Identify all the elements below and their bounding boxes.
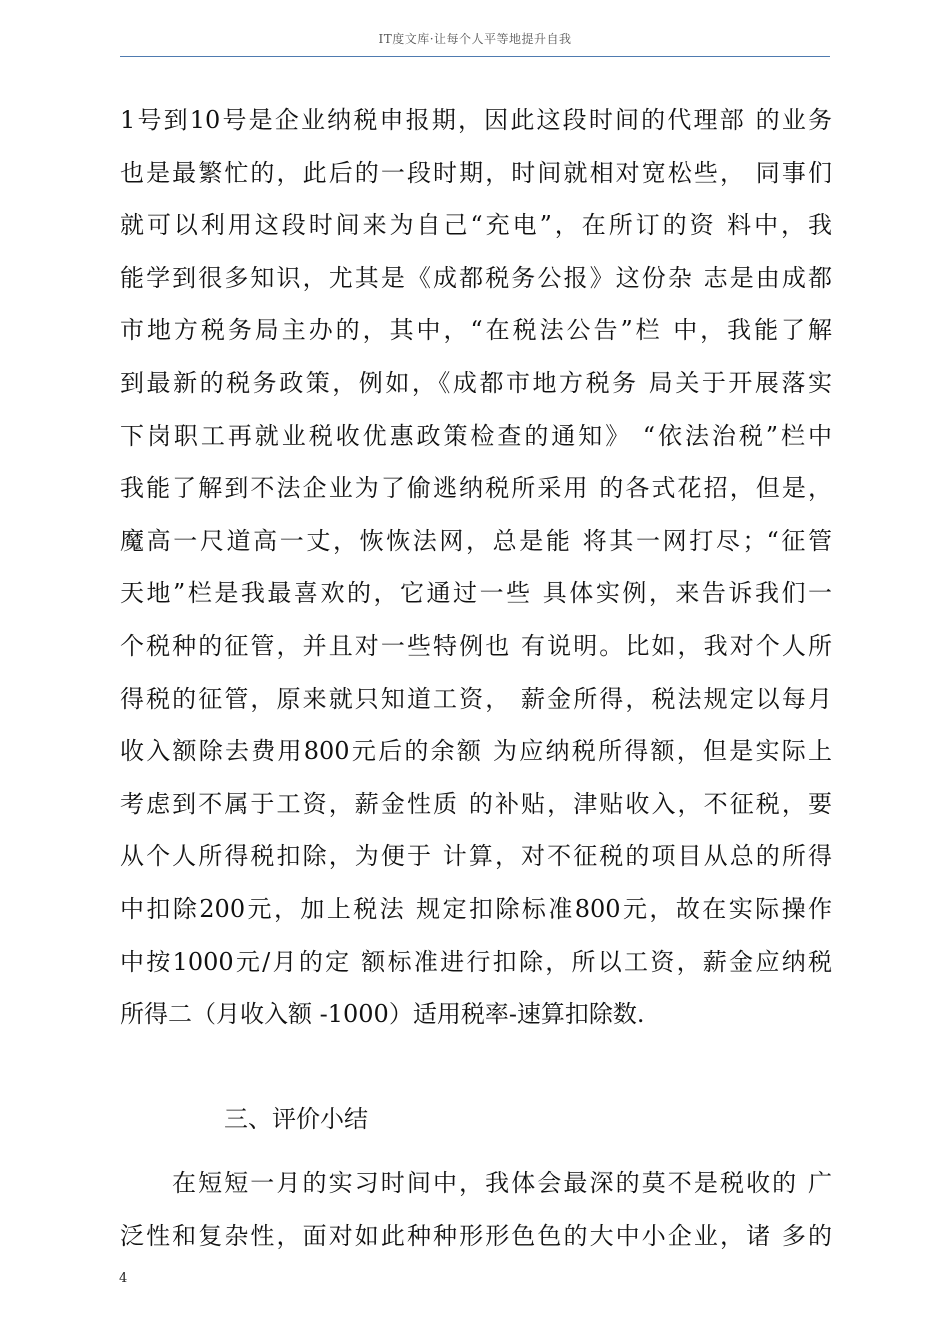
text-line: 得税的征管，原来就只知道工资， 薪金所得，税法规定以每月 xyxy=(120,684,832,713)
text-line: 魔高一尺道高一丈，恢恢法网，总是能 将其一网打尽；“征管 xyxy=(120,526,832,555)
text-line: 收入额除去费用800元后的余额 为应纳税所得额，但是实际上 xyxy=(120,737,832,766)
text-line: 到最新的税务政策，例如，《成都市地方税务 局关于开展落实 xyxy=(120,368,832,397)
text-line: 市地方税务局主办的，其中，“在税法公告”栏 中，我能了解 xyxy=(120,316,832,345)
paragraph-2 xyxy=(120,1157,832,1262)
text-line: 天地”栏是我最喜欢的，它通过一些 具体实例，来告诉我们一 xyxy=(120,579,832,608)
text-line: 个税种的征管，并且对一些特例也 有说明。比如，我对个人所 xyxy=(120,631,832,660)
section-heading: 三、评价小结 xyxy=(224,1104,368,1133)
document-body xyxy=(120,94,832,1262)
text-line: 我能了解到不法企业为了偷逃纳税所采用 的各式花招，但是， xyxy=(120,474,832,503)
text-line: 中扣除200元，加上税法 规定扣除标准800元，故在实际操作 xyxy=(120,894,832,923)
page-number: 4 xyxy=(119,1271,128,1286)
page-header: IT度文库·让每个人平等地提升自我 xyxy=(378,32,572,46)
text-line: 在短短一月的实习时间中，我体会最深的莫不是税收的 广 xyxy=(172,1169,832,1198)
text-line: 中按1000元/月的定 额标准进行扣除，所以工资，薪金应纳税 xyxy=(120,947,832,976)
paragraph-1 xyxy=(120,94,832,1041)
text-line: 1号到10号是企业纳税申报期，因此这段时间的代理部 的业务 xyxy=(120,106,832,134)
text-line: 能学到很多知识，尤其是《成都税务公报》这份杂 志是由成都 xyxy=(120,263,832,292)
header-divider xyxy=(120,56,830,57)
text-line: 所得二（月收入额 -1000）适用税率-速算扣除数. xyxy=(120,1000,645,1029)
text-line: 下岗职工再就业税收优惠政策检查的通知》 “依法治税”栏中 xyxy=(120,421,832,450)
text-line: 考虑到不属于工资，薪金性质 的补贴，津贴收入，不征税，要 xyxy=(120,789,832,818)
text-line: 从个人所得税扣除，为便于 计算，对不征税的项目从总的所得 xyxy=(120,842,832,871)
text-line: 就可以利用这段时间来为自己“充电”，在所订的资 料中，我 xyxy=(120,211,832,240)
text-line: 泛性和复杂性，面对如此种种形形色色的大中小企业，诸 多的 xyxy=(120,1221,832,1250)
text-line: 也是最繁忙的，此后的一段时期，时间就相对宽松些， 同事们 xyxy=(120,158,832,187)
